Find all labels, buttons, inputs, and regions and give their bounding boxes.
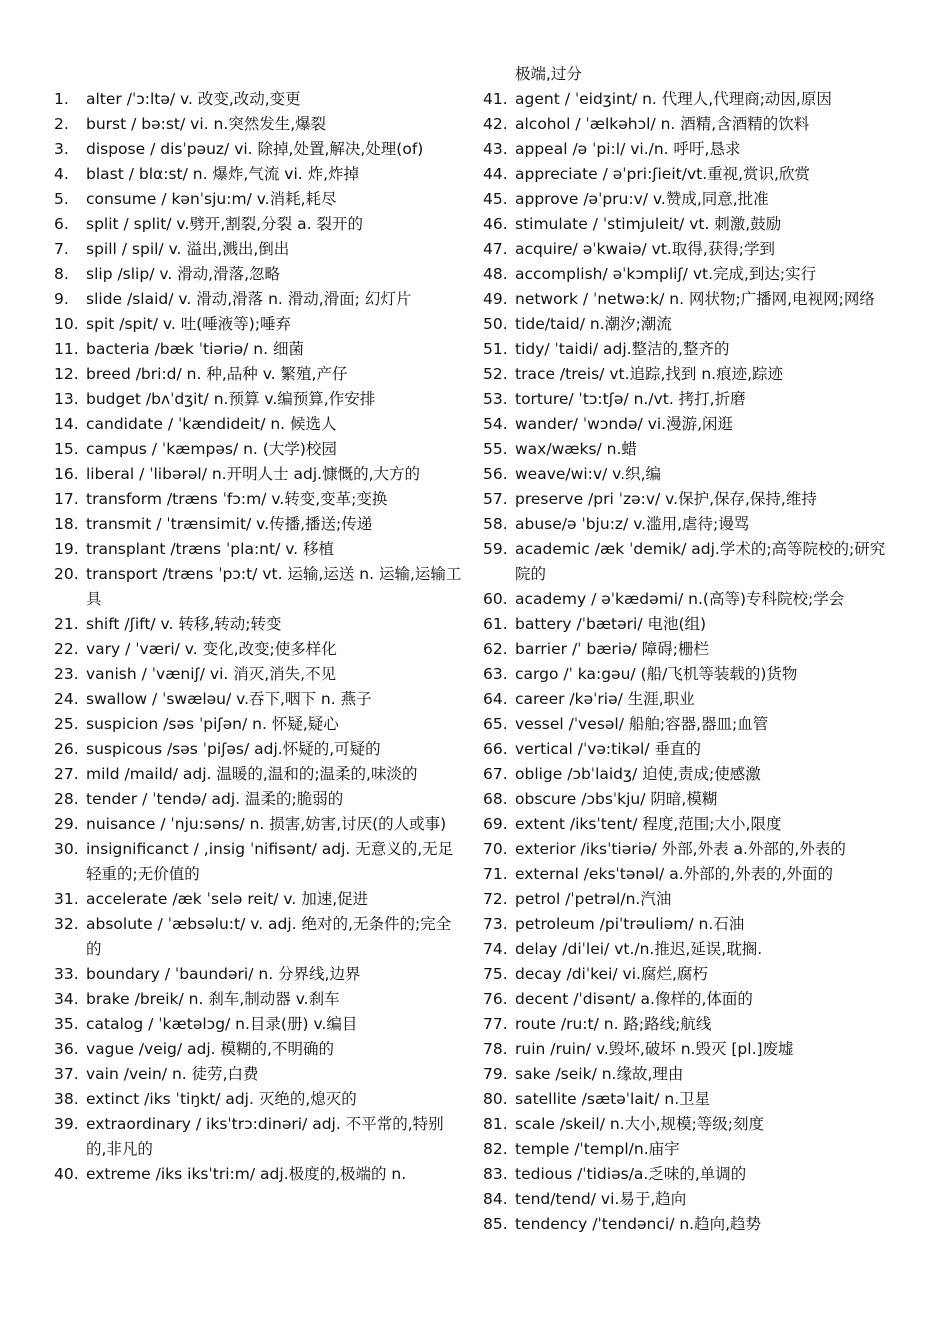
entry-number: 43.	[483, 140, 508, 158]
vocab-entry	[54, 812, 464, 837]
entry-text: tide/taid/ n.潮汐;潮流	[515, 315, 672, 333]
entry-number: 29.	[54, 815, 79, 833]
entry-text: ruin /ruin/ v.毁坏,破坏 n.毁灭 [pl.]废墟	[515, 1040, 794, 1058]
vocab-entry	[483, 762, 893, 787]
entry-number: 63.	[483, 665, 508, 683]
entry-number: 54.	[483, 415, 508, 433]
vocab-entry	[483, 212, 893, 237]
entry-text: cargo /ˈ ka:gəu/ (船/飞机等装载的)货物	[515, 665, 798, 683]
entry-number: 31.	[54, 890, 79, 908]
vocab-entry	[483, 362, 893, 387]
entry-number: 65.	[483, 715, 508, 733]
vocab-entry	[483, 712, 893, 737]
entry-number: 42.	[483, 115, 508, 133]
entry-number: 11.	[54, 340, 79, 358]
entry-number: 72.	[483, 890, 508, 908]
vocab-entry	[483, 912, 893, 937]
vocab-entry	[483, 1062, 893, 1087]
left-column	[54, 62, 464, 1187]
entry-text: burst / bə:st/ vi. n.突然发生,爆裂	[86, 115, 327, 133]
vocab-entry	[54, 137, 464, 162]
vocab-entry	[54, 612, 464, 637]
entry-text: vary / ˈværi/ v. 变化,改变;使多样化	[86, 640, 337, 658]
entry-text: wax/wæks/ n.蜡	[515, 440, 637, 458]
vocab-entry	[483, 337, 893, 362]
entry-number: 52.	[483, 365, 508, 383]
entry-text: alter /ˈɔ:ltə/ v. 改变,改动,变更	[86, 90, 301, 108]
entry-text: tidy/ ˈtaidi/ adj.整洁的,整齐的	[515, 340, 730, 358]
entry-text: abuse/ə ˈbju:z/ v.滥用,虐待;谩骂	[515, 515, 750, 533]
entry-text: petroleum /piˈtrəuliəm/ n.石油	[515, 915, 745, 933]
entry-text: obscure /ɔbsˈkju/ 阴暗,模糊	[515, 790, 718, 808]
entry-number: 1.	[54, 90, 69, 108]
entry-number: 44.	[483, 165, 508, 183]
entry-text: extent /iksˈtent/ 程度,范围;大小,限度	[515, 815, 782, 833]
vocab-entry	[483, 812, 893, 837]
vocab-entry	[54, 387, 464, 412]
entry-text: vague /veig/ adj. 模糊的,不明确的	[86, 1040, 334, 1058]
entry-text: preserve /pri ˈzə:v/ v.保护,保存,保持,维持	[515, 490, 817, 508]
entry-text: brake /breik/ n. 刹车,制动器 v.刹车	[86, 990, 340, 1008]
vocab-entry	[483, 387, 893, 412]
vocab-entry	[483, 1037, 893, 1062]
vocab-entry	[483, 787, 893, 812]
entry-text: route /ru:t/ n. 路;路线;航线	[515, 1015, 712, 1033]
entry-text: tedious /ˈtidiəs/a.乏味的,单调的	[515, 1165, 747, 1183]
vocab-entry	[54, 1162, 464, 1187]
vocab-entry	[54, 287, 464, 312]
vocab-entry	[483, 637, 893, 662]
vocab-entry	[54, 212, 464, 237]
entry-text: oblige /ɔbˈlaidʒ/ 迫使,责成;使感激	[515, 765, 761, 783]
vocab-entry	[54, 262, 464, 287]
vocab-entry	[54, 312, 464, 337]
vocab-entry	[54, 462, 464, 487]
vocab-entry	[483, 962, 893, 987]
entry-number: 59.	[483, 540, 508, 558]
entry-text: vertical /ˈvə:tikəl/ 垂直的	[515, 740, 701, 758]
vocab-entry	[483, 537, 893, 587]
entry-text: satellite /sætəˈlait/ n.卫星	[515, 1090, 711, 1108]
vocab-entry	[483, 1087, 893, 1112]
entry-number: 20.	[54, 565, 79, 583]
entry-text: vessel /ˈvesəl/ 船舶;容器,器皿;血管	[515, 715, 769, 733]
vocab-entry	[54, 187, 464, 212]
vocab-entry	[54, 787, 464, 812]
vocab-entry	[54, 337, 464, 362]
vocab-entry	[483, 462, 893, 487]
entry-number: 45.	[483, 190, 508, 208]
entry-number: 77.	[483, 1015, 508, 1033]
vocab-entry	[54, 537, 464, 562]
vocab-entry	[483, 737, 893, 762]
vocab-entry	[483, 587, 893, 612]
entry-number: 81.	[483, 1115, 508, 1133]
entry-text: swallow / ˈswæləu/ v.吞下,咽下 n. 燕子	[86, 690, 372, 708]
entry-number: 23.	[54, 665, 79, 683]
entry-text: catalog / ˈkætəlɔg/ n.目录(册) v.编目	[86, 1015, 358, 1033]
entry-number: 51.	[483, 340, 508, 358]
entry-text: suspicous /səs ˈpiʃəs/ adj.怀疑的,可疑的	[86, 740, 381, 758]
entry-text: decay /diˈkei/ vi.腐烂,腐朽	[515, 965, 708, 983]
entry-text: tendency /ˈtendənci/ n.趋向,趋势	[515, 1215, 762, 1233]
entry-number: 35.	[54, 1015, 79, 1033]
entry-text: appeal /ə ˈpi:l/ vi./n. 呼吁,恳求	[515, 140, 741, 158]
entry-number: 25.	[54, 715, 79, 733]
vocab-entry	[54, 1012, 464, 1037]
entry-number: 85.	[483, 1215, 508, 1233]
vocab-entry	[54, 162, 464, 187]
vocab-entry	[483, 1112, 893, 1137]
vocab-entry	[54, 87, 464, 112]
entry-number: 67.	[483, 765, 508, 783]
vocab-entry	[483, 1212, 893, 1237]
entry-text: trace /treis/ vt.追踪,找到 n.痕迹,踪迹	[515, 365, 784, 383]
vocab-entry	[483, 937, 893, 962]
entry-number: 27.	[54, 765, 79, 783]
entry-number: 5.	[54, 190, 69, 208]
entry-number: 15.	[54, 440, 79, 458]
vocab-entry	[483, 312, 893, 337]
vocab-entry	[54, 487, 464, 512]
entry-text: transport /træns ˈpɔ:t/ vt. 运输,运送 n. 运输,运输工具	[86, 565, 462, 608]
vocab-entry	[483, 1162, 893, 1187]
continuation-line: 极端,过分	[515, 65, 582, 83]
entry-text: battery /ˈbætəri/ 电池(组)	[515, 615, 707, 633]
vocab-entry	[54, 362, 464, 387]
entry-text: blast / blα:st/ n. 爆炸,气流 vi. 炸,炸掉	[86, 165, 360, 183]
entry-number: 69.	[483, 815, 508, 833]
entry-text: slide /slaid/ v. 滑动,滑落 n. 滑动,滑面; 幻灯片	[86, 290, 412, 308]
vocab-entry	[483, 612, 893, 637]
vocab-entry	[54, 837, 464, 887]
entry-number: 18.	[54, 515, 79, 533]
entry-number: 2.	[54, 115, 69, 133]
entry-number: 64.	[483, 690, 508, 708]
entry-number: 40.	[54, 1165, 79, 1183]
vocab-entry	[54, 687, 464, 712]
entry-text: transplant /træns ˈpla:nt/ v. 移植	[86, 540, 335, 558]
entry-number: 48.	[483, 265, 508, 283]
entry-number: 8.	[54, 265, 69, 283]
entry-text: temple /ˈtempl/n.庙宇	[515, 1140, 680, 1158]
entry-text: academy / əˈkædəmi/ n.(高等)专科院校;学会	[515, 590, 845, 608]
entry-number: 33.	[54, 965, 79, 983]
entry-number: 84.	[483, 1190, 508, 1208]
vocab-entry	[483, 512, 893, 537]
vocab-entry	[54, 1062, 464, 1087]
entry-text: consume / kənˈsju:m/ v.消耗,耗尽	[86, 190, 337, 208]
entry-number: 57.	[483, 490, 508, 508]
entry-text: extreme /iks iksˈtri:m/ adj.极度的,极端的 n.	[86, 1165, 407, 1183]
entry-text: shift /ʃift/ v. 转移,转动;转变	[86, 615, 282, 633]
vocab-entry	[483, 487, 893, 512]
entry-number: 78.	[483, 1040, 508, 1058]
vocab-entry	[54, 962, 464, 987]
entry-number: 14.	[54, 415, 79, 433]
entry-text: mild /maild/ adj. 温暖的,温和的;温柔的,味淡的	[86, 765, 418, 783]
entry-text: insignificanct / ,insig ˈnifisənt/ adj. 无意义的,无足轻重的;无价值的	[86, 840, 454, 883]
entry-number: 71.	[483, 865, 508, 883]
entry-number: 28.	[54, 790, 79, 808]
vocab-entry	[54, 412, 464, 437]
vocab-entry	[483, 687, 893, 712]
entry-number: 36.	[54, 1040, 79, 1058]
vocab-entry	[54, 887, 464, 912]
vocab-entry	[54, 237, 464, 262]
entry-text: torture/ ˈtɔ:tʃə/ n./vt. 拷打,折磨	[515, 390, 746, 408]
entry-number: 9.	[54, 290, 69, 308]
entry-number: 30.	[54, 840, 79, 858]
entry-text: vanish / ˈvæniʃ/ vi. 消灭,消失,不见	[86, 665, 337, 683]
entry-number: 53.	[483, 390, 508, 408]
vocab-entry	[483, 112, 893, 137]
entry-number: 4.	[54, 165, 69, 183]
entry-text: weave/wi:v/ v.织,编	[515, 465, 661, 483]
vocab-entry	[54, 562, 464, 612]
entry-text: acquire/ əˈkwaiə/ vt.取得,获得;学到	[515, 240, 775, 258]
vocab-entry	[54, 112, 464, 137]
vocab-entry	[483, 187, 893, 212]
entry-text: barrier /ˈ bæriə/ 障碍;栅栏	[515, 640, 710, 658]
vocab-entry	[54, 762, 464, 787]
vocab-entry	[483, 262, 893, 287]
entry-text: academic /æk ˈdemik/ adj.学术的;高等院校的;研究院的	[515, 540, 886, 583]
entry-text: approve /əˈpru:v/ v.赞成,同意,批准	[515, 190, 769, 208]
entry-number: 10.	[54, 315, 79, 333]
entry-number: 58.	[483, 515, 508, 533]
entry-text: accelerate /æk ˈselə reit/ v. 加速,促进	[86, 890, 369, 908]
vocab-entry	[483, 862, 893, 887]
vocab-entry	[483, 412, 893, 437]
entry-number: 3.	[54, 140, 69, 158]
entry-text: petrol /ˈpetrəl/n.汽油	[515, 890, 672, 908]
entry-number: 68.	[483, 790, 508, 808]
vocab-entry	[483, 87, 893, 112]
entry-text: agent / ˈeidʒint/ n. 代理人,代理商;动因,原因	[515, 90, 832, 108]
vocab-entry	[483, 662, 893, 687]
vocab-entry	[54, 987, 464, 1012]
entry-number: 47.	[483, 240, 508, 258]
entry-number: 50.	[483, 315, 508, 333]
vocab-entry	[483, 137, 893, 162]
right-column	[483, 62, 893, 1237]
entry-text: nuisance / ˈnju:səns/ n. 损害,妨害,讨厌(的人或事)	[86, 815, 447, 833]
vocab-entry	[483, 887, 893, 912]
entry-number: 16.	[54, 465, 79, 483]
vocab-entry	[54, 912, 464, 962]
entry-number: 55.	[483, 440, 508, 458]
entry-number: 66.	[483, 740, 508, 758]
entry-number: 13.	[54, 390, 79, 408]
entry-text: accomplish/ əˈkɔmpliʃ/ vt.完成,到达;实行	[515, 265, 817, 283]
entry-text: spill / spil/ v. 溢出,溅出,倒出	[86, 240, 290, 258]
vocab-entry	[483, 1137, 893, 1162]
entry-text: dispose / disˈpəuz/ vi. 除掉,处置,解决,处理(of)	[86, 140, 424, 158]
entry-text: delay /diˈlei/ vt./n.推迟,延误,耽搁.	[515, 940, 763, 958]
entry-text: scale /skeil/ n.大小,规模;等级;刻度	[515, 1115, 765, 1133]
entry-text: network / ˈnetwə:k/ n. 网状物;广播网,电视网;网络	[515, 290, 875, 308]
entry-text: exterior /iksˈtiəriə/ 外部,外表 a.外部的,外表的	[515, 840, 846, 858]
entry-text: transmit / ˈtrænsimit/ v.传播,播送;传递	[86, 515, 373, 533]
entry-number: 49.	[483, 290, 508, 308]
entry-number: 21.	[54, 615, 79, 633]
entry-number: 83.	[483, 1165, 508, 1183]
entry-number: 37.	[54, 1065, 79, 1083]
entry-text: decent /ˈdisənt/ a.像样的,体面的	[515, 990, 753, 1008]
entry-number: 82.	[483, 1140, 508, 1158]
vocab-entry	[483, 287, 893, 312]
vocab-entry	[483, 237, 893, 262]
vocab-entry	[54, 712, 464, 737]
entry-text: extinct /iks ˈtiŋkt/ adj. 灭绝的,熄灭的	[86, 1090, 357, 1108]
entry-number: 61.	[483, 615, 508, 633]
entry-number: 24.	[54, 690, 79, 708]
vocab-entry	[54, 512, 464, 537]
entry-text: campus / ˈkæmpəs/ n. (大学)校园	[86, 440, 337, 458]
entry-number: 46.	[483, 215, 508, 233]
entry-number: 6.	[54, 215, 69, 233]
vocab-entry	[483, 1187, 893, 1212]
entry-number: 74.	[483, 940, 508, 958]
entry-number: 75.	[483, 965, 508, 983]
entry-number: 39.	[54, 1115, 79, 1133]
entry-text: tend/tend/ vi.易于,趋向	[515, 1190, 687, 1208]
vocab-entry	[483, 837, 893, 862]
entry-number: 80.	[483, 1090, 508, 1108]
entry-text: breed /bri:d/ n. 种,品种 v. 繁殖,产仔	[86, 365, 348, 383]
entry-text: split / split/ v.劈开,割裂,分裂 a. 裂开的	[86, 215, 363, 233]
vocab-entry	[54, 637, 464, 662]
entry-text: tender / ˈtendə/ adj. 温柔的;脆弱的	[86, 790, 344, 808]
vocab-entry	[54, 662, 464, 687]
entry-number: 32.	[54, 915, 79, 933]
vocab-entry	[54, 737, 464, 762]
entry-text: candidate / ˈkændideit/ n. 候选人	[86, 415, 337, 433]
entry-text: liberal / ˈlibərəl/ n.开明人士 adj.慷慨的,大方的	[86, 465, 421, 483]
entry-text: absolute / ˈæbsəlu:t/ v. adj. 绝对的,无条件的;完全的	[86, 915, 452, 958]
entry-text: bacteria /bæk ˈtiəriə/ n. 细菌	[86, 340, 304, 358]
entry-number: 70.	[483, 840, 508, 858]
vocab-entry	[483, 162, 893, 187]
entry-number: 22.	[54, 640, 79, 658]
vocab-entry	[54, 1037, 464, 1062]
entry-text: vain /vein/ n. 徒劳,白费	[86, 1065, 259, 1083]
vocab-entry	[54, 437, 464, 462]
entry-text: slip /slip/ v. 滑动,滑落,忽略	[86, 265, 281, 283]
entry-text: external /eksˈtənəl/ a.外部的,外表的,外面的	[515, 865, 833, 883]
entry-text: stimulate / ˈstimjuleit/ vt. 刺激,鼓励	[515, 215, 782, 233]
entry-number: 73.	[483, 915, 508, 933]
entry-number: 41.	[483, 90, 508, 108]
entry-text: spit /spit/ v. 吐(唾液等);唾弃	[86, 315, 292, 333]
entry-number: 7.	[54, 240, 69, 258]
vocab-entry	[483, 437, 893, 462]
entry-text: transform /træns ˈfɔ:m/ v.转变,变革;变换	[86, 490, 388, 508]
entry-number: 26.	[54, 740, 79, 758]
vocab-entry	[54, 1112, 464, 1162]
entry-text: suspicion /səs ˈpiʃən/ n. 怀疑,疑心	[86, 715, 339, 733]
entry-number: 56.	[483, 465, 508, 483]
entry-number: 38.	[54, 1090, 79, 1108]
vocab-entry	[54, 1087, 464, 1112]
entry-number: 79.	[483, 1065, 508, 1083]
entry-number: 62.	[483, 640, 508, 658]
entry-text: alcohol / ˈælkəhɔl/ n. 酒精,含酒精的饮料	[515, 115, 810, 133]
entry-number: 12.	[54, 365, 79, 383]
entry-text: boundary / ˈbaundəri/ n. 分界线,边界	[86, 965, 361, 983]
vocab-entry	[483, 1012, 893, 1037]
entry-text: sake /seik/ n.缘故,理由	[515, 1065, 684, 1083]
entry-number: 60.	[483, 590, 508, 608]
entry-text: appreciate / əˈpri:ʃieit/vt.重视,赏识,欣赏	[515, 165, 810, 183]
entry-text: career /kəˈriə/ 生涯,职业	[515, 690, 695, 708]
entry-text: wander/ ˈwɔndə/ vi.漫游,闲逛	[515, 415, 734, 433]
entry-text: budget /bʌˈdʒit/ n.预算 v.编预算,作安排	[86, 390, 376, 408]
entry-text: extraordinary / iksˈtrɔ:dinəri/ adj. 不平常的,特别的,非凡的	[86, 1115, 444, 1158]
entry-number: 34.	[54, 990, 79, 1008]
vocab-entry	[483, 987, 893, 1012]
entry-number: 76.	[483, 990, 508, 1008]
entry-number: 19.	[54, 540, 79, 558]
entry-number: 17.	[54, 490, 79, 508]
column-spacer	[54, 62, 464, 87]
